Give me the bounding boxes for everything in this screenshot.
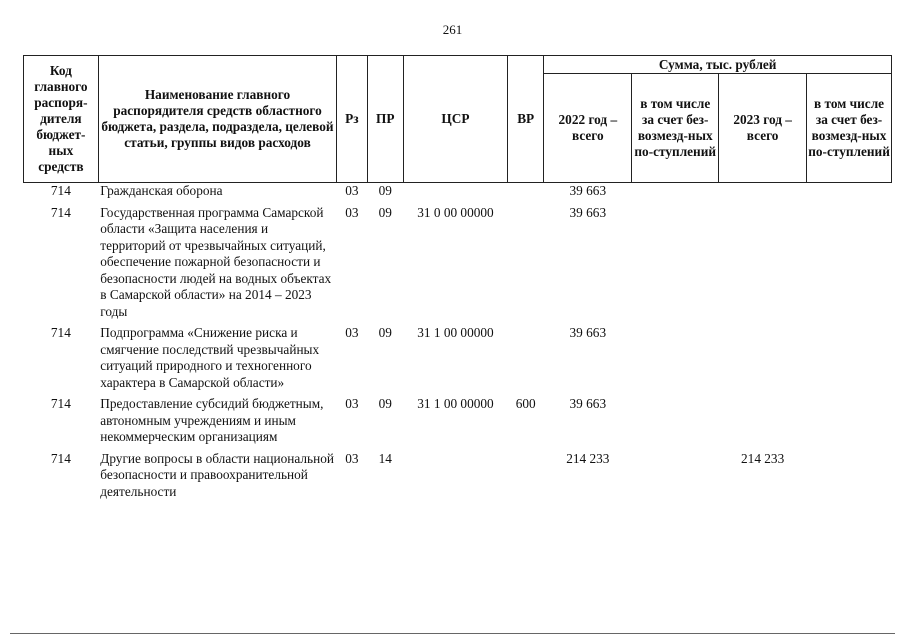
page-number: 261 <box>442 22 463 37</box>
cell-code: 714 <box>50 183 71 198</box>
cell-rz: 03 <box>345 450 359 466</box>
cell-vr <box>508 451 544 506</box>
cell-name: Подпрограмма «Снижение риска и смягчение последствий чрезвычайных ситуаций природного и техногенного характера в Самарской области» <box>100 325 320 390</box>
cell-name: Гражданская оборона <box>100 183 223 198</box>
cell-2022-free <box>632 183 719 205</box>
table-row <box>24 451 892 506</box>
cell-pr: 09 <box>378 204 392 220</box>
cell-code: 714 <box>50 396 71 411</box>
table-row <box>24 205 892 326</box>
table-header-row <box>24 56 892 74</box>
cell-2022-total: 39 663 <box>569 183 607 198</box>
cell-2023-total <box>719 396 807 451</box>
table-row <box>24 183 892 205</box>
table-row <box>24 325 892 396</box>
cell-2023-free <box>807 325 892 396</box>
header-pr: ПР <box>367 56 403 183</box>
cell-pr: 09 <box>378 183 392 198</box>
cell-pr: 09 <box>378 325 392 340</box>
cell-code: 714 <box>50 325 71 340</box>
cell-pr: 14 <box>378 450 392 466</box>
header-2023-total: 2023 год – всего <box>719 74 807 183</box>
cell-csr <box>403 451 507 506</box>
cell-2023-free <box>807 205 892 326</box>
cell-csr <box>403 183 507 205</box>
cell-code: 714 <box>50 204 71 220</box>
cell-2023-total: 214 233 <box>741 450 785 466</box>
cell-csr: 31 0 00 00000 <box>417 204 494 220</box>
header-2022-free: в том числе за счет без-возмезд-ных по-ступлений <box>632 74 719 183</box>
header-vr: ВР <box>508 56 544 183</box>
cell-name: Государственная программа Самарской области «Защита населения и территорий от чрезвычайных ситуаций, обеспечение пожарной безопасности и безопасности людей на водных объектах в Самарской области» на 2014 – 2023 годы <box>100 204 332 319</box>
header-csr: ЦСР <box>403 56 507 183</box>
cell-2022-total: 39 663 <box>569 325 607 340</box>
cell-vr <box>508 205 544 326</box>
cell-name: Другие вопросы в области национальной безопасности и правоохранительной деятельности <box>100 450 334 499</box>
cell-csr: 31 1 00 00000 <box>417 325 494 340</box>
cell-2022-free <box>632 325 719 396</box>
cell-vr: 600 <box>515 396 536 411</box>
budget-table <box>23 55 892 505</box>
cell-2023-total <box>719 183 807 205</box>
bottom-rule <box>10 633 895 634</box>
cell-2023-total <box>719 205 807 326</box>
header-name: Наименование главного распорядителя средств областного бюджета, раздела, подраздела, целевой статьи, группы видов расходов <box>98 56 336 183</box>
cell-2022-free <box>632 451 719 506</box>
table-row <box>24 396 892 451</box>
cell-2023-free <box>807 183 892 205</box>
cell-rz: 03 <box>345 325 359 340</box>
cell-vr <box>508 325 544 396</box>
cell-2023-free <box>807 451 892 506</box>
cell-csr: 31 1 00 00000 <box>417 396 494 411</box>
cell-rz: 03 <box>345 204 359 220</box>
header-code: Код главного распоря-дителя бюджет-ных средств <box>24 56 99 183</box>
cell-2022-total: 214 233 <box>566 450 610 466</box>
cell-2023-free <box>807 396 892 451</box>
cell-rz: 03 <box>345 396 359 411</box>
cell-2023-total <box>719 325 807 396</box>
cell-2022-free <box>632 205 719 326</box>
cell-code: 714 <box>50 450 71 466</box>
header-2023-free: в том числе за счет без-возмезд-ных по-ступлений <box>807 74 892 183</box>
header-2022-total: 2022 год – всего <box>544 74 632 183</box>
cell-2022-total: 39 663 <box>569 204 607 220</box>
cell-rz: 03 <box>345 183 359 198</box>
header-rz: Рз <box>337 56 367 183</box>
cell-vr <box>508 183 544 205</box>
cell-pr: 09 <box>378 396 392 411</box>
cell-2022-total: 39 663 <box>569 396 607 411</box>
cell-2022-free <box>632 396 719 451</box>
cell-name: Предоставление субсидий бюджетным, автономным учреждениям и иным некоммерческим организациям <box>100 396 324 444</box>
header-sum: Сумма, тыс. рублей <box>544 56 892 74</box>
